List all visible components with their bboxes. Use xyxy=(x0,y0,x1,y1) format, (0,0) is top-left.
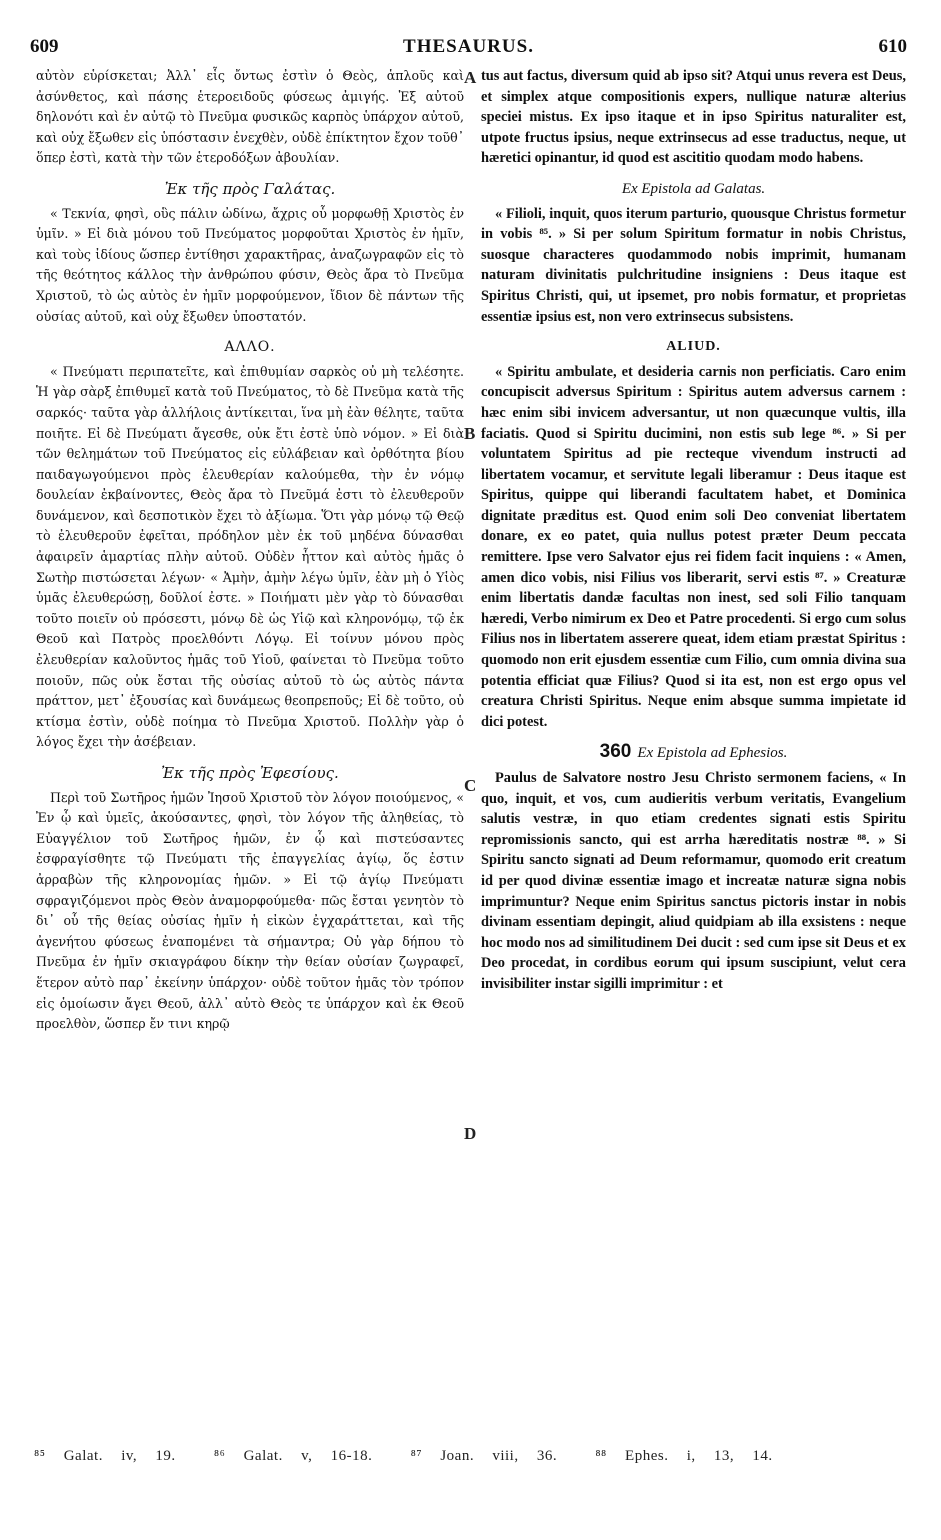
footnote: ⁸⁸ Ephes. i, 13, 14. xyxy=(595,1448,773,1464)
latin-paragraph: tus aut factus, diversum quid ab ipso sit? Atqui unus revera est Deus, et simplex atque compositionis expers, nullique naturæ alterius speciei mistus. Ex ipso itaque et in ipso Spiritus naturaliter est, utpote fructus ipsius, neque extrinsecus ad esse traductus, neque, ut hæretici opinantur, id quod est ascititio quodam modo habens. xyxy=(481,68,906,167)
section-number: 360 xyxy=(599,741,632,763)
page-number-left: 609 xyxy=(30,36,59,57)
greek-heading-galatians: Ἐκ τῆς πρὸς Γαλάτας. xyxy=(164,179,336,198)
latin-heading-aliud: ALIUD. xyxy=(666,339,721,355)
footnote: ⁸⁷ Joan. viii, 36. xyxy=(410,1448,558,1464)
page-header xyxy=(30,36,907,62)
latin-heading-ephesians-text: Ex Epistola ad Ephesios. xyxy=(637,745,788,762)
margin-letter-a: A xyxy=(464,68,477,87)
footnote: ⁸⁶ Galat. v, 16-18. xyxy=(213,1448,373,1464)
latin-paragraph: Paulus de Salvatore nostro Jesu Christo sermonem faciens, « In quo, inquit, et vos, cum audieritis verbum veritatis, Evangelium salutis vestræ, in quo etiam credentes signati estis Spiritu repromissionis sancto, qui est arrha hæreditatis nostræ ⁸⁸. » Si Spiritu sancto signati ad Deum reformamur, quomodo erit creatum id per quod divinæ essentiæ imago et increatæ naturæ signa nobis imprimuntur? Neque enim Spiritus sanctus pictoris instar in nobis divinam essentiam depingit, aliud quidpiam ab illa exsistens : neque hoc modo nos ad similitudinem Dei ducit : sed cum ipse sit Deus et ex Deo procedat, in cordibus eorum qui ipsum suscipiunt, velut cera invisibiliter instar sigilli imprimitur : et xyxy=(481,770,906,992)
margin-letter-c: C xyxy=(464,776,477,795)
greek-paragraph: « Τεκνία, φησὶ, οὓς πάλιν ὠδίνω, ἄχρις οὗ μορφωθῇ Χριστὸς ἐν ὑμῖν. » Εἰ διὰ μόνου τοῦ Πνεύματος μορφοῦται Χριστὸς ἐν ἡμῖν, καὶ τοὺς ἰδίους ὥσπερ ἐντίθησι χαρακτῆρας, ἀναζωγραφῶν εἰς τὸ τῆς θεότητος κάλλος τὴν ἀνθρώπου φύσιν, Θεὸς ἄρα τὸ Πνεῦμα Χριστοῦ, τὸ ὡς αὐτὸς ἐν ἡμῖν μορφούμενον, ἴδιον δὲ πάντων τῆς οὐσίας αὐτοῦ, καὶ οὐχ ἔξωθεν ὑποστατόν. xyxy=(36,205,464,324)
latin-paragraph: « Spiritu ambulate, et desideria carnis non perficiatis. Caro enim concupiscit adversus Spiritum : Spiritus autem adversus carnem : hæc enim sibi invicem adversantur, ut non quæcunque vultis, illa faciatis. Quod si Spiritu ducimini, non estis sub lege ⁸⁶. » Si per voluntatem Spiritus ad pie recteque vivendum instructi ad libertatem vocamur, et servitute legali liberamur : Deus itaque est Spiritus, quippe qui liberandi facultatem habet, et Dominica dignitate præditus est. Quod enim soli Deo conveniat libertatem donare, ex eo patet, quia nullus potest præter Deum peccata remittere. Ipse vero Salvator ejus rei fidem facit inquiens : « Amen, amen dico vobis, nisi Filius vos liberarit, servi estis ⁸⁷. » Creaturæ enim libertatis dandæ facultas non inest, sed soli Filio tanquam hæredi, Verbo nimirum ex Deo et Patre procedenti. Si ergo cum solus Filius nos in libertatem asserere queat, idem etiam præstat Spiritus : quomodo non erit ejusdem essentiæ cum Filio, cum omnia divina sua potentia efficiat quæ Filius? Quod si ita est, non est ergo opus vel creatura Christi Spiritus. Neque enim absque summa impietate id dici potest. xyxy=(481,363,906,730)
margin-letter-b: B xyxy=(464,424,476,443)
greek-paragraph: αὐτὸν εὑρίσκεται; Ἀλλ᾽ εἷς ὄντως ἐστὶν ὁ Θεὸς, ἁπλοῦς καὶ ἀσύνθετος, καὶ πάσης ἑτεροειδοῦς φύσεως ἀμιγής. Ἐξ αὐτοῦ δηλονότι καὶ ἐν αὐτῷ τὸ Πνεῦμα φυσικῶς καρπὸς ὑπάρχον αὐτοῦ, καὶ οὐχ ἔξωθεν εἰς ὑπόστασιν ἐνεχθὲν, οὐδὲ ἐπίκτητον ἔχον τοῦθ᾽ ὅπερ ἐστὶ, κατὰ τὴν τῶν ἑτεροδόξων ἀβουλίαν. xyxy=(36,68,464,166)
margin-letter-d: D xyxy=(464,1124,477,1143)
latin-column xyxy=(481,66,906,995)
footnotes xyxy=(34,1448,907,1465)
greek-paragraph: Περὶ τοῦ Σωτῆρος ἡμῶν Ἰησοῦ Χριστοῦ τὸν λόγον ποιούμενος, « Ἐν ᾧ καὶ ὑμεῖς, ἀκούσαντες, φησὶ, τὸν λόγον τῆς ἀληθείας, τὸ Εὐαγγέλιον τοῦ Σωτῆρος ἡμῶν, ἐν ᾧ καὶ πιστεύσαντες ἐσφραγίσθητε τῷ Πνεύματι τῆς ἐπαγγελίας ἁγίῳ, ὅς ἐστιν ἀρραβὼν τῆς κληρονομίας ἡμῶν. » Εἰ τῷ ἁγίῳ Πνεύματι σφραγιζόμενοι πρὸς Θεὸν ἀναμορφούμεθα· πῶς ἔσται γενητὸν τὸ δι᾽ οὗ τῆς θείας οὐσίας ἡμῖν ἡ εἰκὼν ἐγχαράττεται, καὶ τῆς ἀγενήτου φύσεως ἐναπομένει τὰ σήμαντρα; Οὐ γὰρ δήπου τὸ Πνεῦμα ἐν ἡμῖν σκιαγράφου δίκην τὴν θείαν οὐσίαν ζωγραφεῖ, ἕτερον αὐτὸ παρ᾽ ἐκείνην ὑπάρχον· οὐδὲ τοῦτον ἡμᾶς τὸν τρόπον εἰς ὁμοίωσιν ἄγει Θεοῦ, ἀλλ᾽ αὐτὸ Θεὸς τε ὑπάρχον καὶ ἐκ Θεοῦ προελθὸν, ὥσπερ ἔν τινι κηρῷ xyxy=(36,789,464,1032)
footnote: ⁸⁵ Galat. iv, 19. xyxy=(34,1448,176,1464)
latin-heading-galatians: Ex Epistola ad Galatas. xyxy=(621,180,766,197)
latin-heading-ephesians xyxy=(481,742,906,764)
latin-paragraph: « Filioli, inquit, quos iterum parturio, quousque Christus formetur in vobis ⁸⁵. » Si per solum Spiritum formatur in nobis Christus, suosque characteres quodammodo nobis imprimit, humanam naturam divinitatis pulchritudine insigniens : Deus itaque est Spiritus Christi, qui, ut ipsemet, pro nobis formatur, et proprietas essentiæ ipsius est, non vero extrinsecus subsistens. xyxy=(481,205,906,325)
greek-column xyxy=(36,66,464,1035)
greek-heading-allo: ΑΛΛΟ. xyxy=(224,339,276,356)
greek-paragraph: « Πνεύματι περιπατεῖτε, καὶ ἐπιθυμίαν σαρκὸς οὐ μὴ τελέσητε. Ἡ γὰρ σὰρξ ἐπιθυμεῖ κατὰ τοῦ Πνεύματος, τὸ δὲ Πνεῦμα κατὰ τῆς σαρκός· ταῦτα γὰρ ἀλλήλοις ἀντίκειται, ἵνα μὴ ἐὰν θέλητε, ταῦτα ποιῆτε. Εἰ δὲ Πνεύματι ἄγεσθε, οὐκ ἔτι ἐστὲ ὑπὸ νόμον. » Εἰ διὰ τῶν θελημάτων τοῦ Πνεύματος εἰς εὐλάβειαν καὶ ὀρθότητα βίου παιδαγωγούμενοι πρὸς ἐλευθερίαν καλούμεθα, τὴν ἐν νόμῳ δουλείαν ἐκβαίνοντες, Θεὸς ἄρα τὸ Πνεῦμά ἐστι τὸ ἐλευθεροῦν δυνάμενον, καὶ δεσποτικὸν ἔχει τὸ ἀξίωμα. Ὅτι γὰρ μόνῳ τῷ Θεῷ τὸ ἐλευθεροῦν ἐφεῖται, πρόδηλον μὲν ἐκ τοῦ μηδένα δύνασθαι ἀφαιρεῖν ἁμαρτίας πλὴν αὐτοῦ. Οὐδὲν ἧττον καὶ αὐτὸς ἡμᾶς ὁ Σωτὴρ πιστώσεται λέγων· « Ἀμὴν, ἀμὴν λέγω ὑμῖν, ἐὰν μὴ ὁ Υἱὸς ὑμᾶς ἐλευθερώσῃ, δοῦλοί ἐστε. » Ποιήματι μὲν γὰρ τὸ δύνασθαι τοῦτο ποιεῖν οὐ πρόσεστι, μόνῳ δὲ ὡς Υἱῷ καὶ κληρονόμῳ, τῷ ἐκ Θεοῦ καὶ Πατρὸς προελθόντι Λόγῳ. Εἰ τοίνυν μόνου πρὸς ἐλευθερίαν καλοῦντος ἡμᾶς τοῦ Υἱοῦ, φαίνεται τὸ Πνεῦμα τοῦτο ποιοῦν, πῶς οὐκ ἔσται τῆς οὐσίας αὐτοῦ τὸ ὡς αὐτὸς πάντα πράττον, μετ᾽ ἐξουσίας καὶ δυνάμεως θεοπρεποῦς; Εἰ δὲ τοῦτο, οὐ κτίσμα ἐστὶν, οὐδὲ ποίημα τὸ Πνεῦμα Χριστοῦ. Πολλὴν γὰρ ὁ λόγος ἔχει τὴν ἀσέβειαν. xyxy=(36,363,464,750)
page-number-right: 610 xyxy=(878,36,907,57)
greek-heading-ephesians: Ἐκ τῆς πρὸς Ἐφεσίους. xyxy=(161,764,339,782)
running-title: THESAURUS. xyxy=(403,36,534,57)
